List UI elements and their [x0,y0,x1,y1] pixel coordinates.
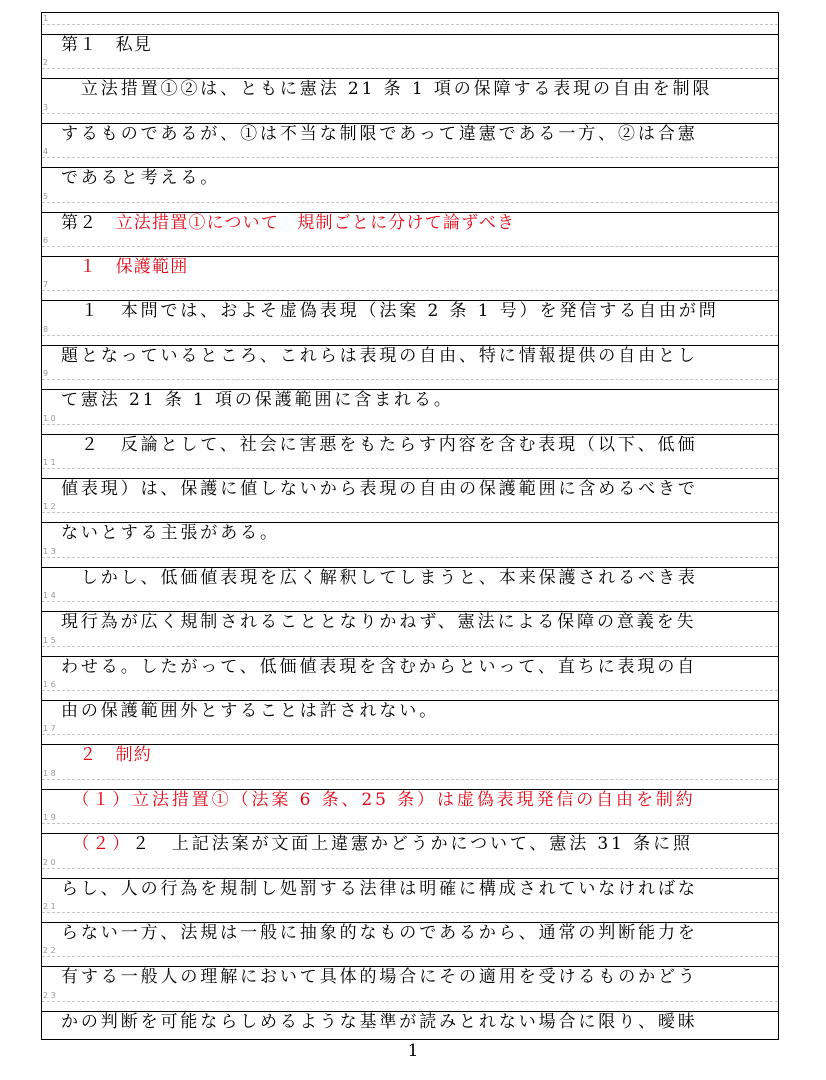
line-number: 4 [43,147,49,157]
sheet-line [42,324,778,368]
sheet-line [42,146,778,190]
guide-dashed-line [42,379,778,380]
guide-dashed-line [42,24,778,25]
red-annotation-text: （２） [61,834,133,855]
guide-dashed-line [42,157,778,158]
sheet-line [42,990,778,1034]
line-text [61,522,774,544]
line-text [61,922,774,944]
sheet-line [42,235,778,279]
guide-dashed-line [42,202,778,203]
sheet-line [42,13,778,57]
sheet-line [42,590,778,634]
sheet-line [42,368,778,412]
sheet-line [42,546,778,590]
sheet-line [42,945,778,989]
body-text: しかし、低価値表現を広く解釈してしまうと、本来保護されるべき表 [61,567,698,588]
line-text [61,345,774,367]
line-text [61,78,774,100]
body-text: 現行為が広く規制されることとなりかねず、憲法による保障の意義を失 [61,612,697,633]
sheet-line [42,501,778,545]
sheet-line [42,191,778,235]
line-text [61,567,774,589]
line-text [61,700,774,722]
body-text: かの判断を可能ならしめるような基準が読みとれない場合に限り、曖昧 [61,1011,698,1032]
line-number: 1 4 [43,591,56,601]
line-text [61,789,774,811]
line-number: 2 [43,58,49,68]
guide-dashed-line [42,823,778,824]
body-text: 有する一般人の理解において具体的場合にその適用を受けるものかどう [61,967,698,988]
line-number: 8 [43,324,49,334]
guide-dashed-line [42,113,778,114]
line-number: 1 [43,14,49,23]
guide-dashed-line [42,734,778,735]
line-text [61,34,774,56]
line-text [61,744,774,766]
line-text [61,256,774,278]
line-text [61,611,774,633]
red-annotation-text: １ 保護範囲 [61,257,189,277]
sheet-line [42,279,778,323]
body-text: わせる。したがって、低価値表現を含むからといって、直ちに表現の自 [61,656,698,677]
line-number: 1 3 [43,546,56,556]
guide-dashed-line [42,246,778,247]
line-number: 2 0 [43,857,56,867]
line-text [61,966,774,988]
line-text [61,300,774,322]
guide-dashed-line [42,468,778,469]
red-annotation-text: 立法措置①について 規制ごとに分けて論ずべき [115,212,516,233]
sheet-line [42,812,778,856]
line-number: 6 [43,236,49,245]
red-annotation-text: ２ 制約 [61,745,152,766]
line-number: 9 [43,369,49,379]
line-number: 1 7 [43,724,56,734]
answer-sheet [41,12,779,1040]
line-number: 1 8 [43,768,56,778]
sheet-line [42,723,778,767]
body-text: ２ 反論として、社会に害悪をもたらす内容を含む表現（以下、低価 [61,434,698,455]
guide-dashed-line [42,424,778,425]
line-number: 1 1 [43,458,56,467]
guide-dashed-line [42,690,778,691]
line-number: 1 2 [43,502,56,512]
sheet-line [42,457,778,501]
line-number: 7 [43,280,49,290]
sheet-line [42,679,778,723]
line-number: 1 5 [43,635,56,645]
body-text: であると考える。 [61,168,221,189]
guide-dashed-line [42,912,778,913]
line-text [61,878,774,900]
guide-dashed-line [42,646,778,647]
body-text: するものであるが、①は不当な制限であって違憲である一方、②は合憲 [61,123,698,144]
line-number: 3 [43,102,49,112]
body-text: 第２ [61,212,116,233]
guide-dashed-line [42,779,778,780]
body-text: て憲法 21 条 1 項の保護範囲に含まれる。 [61,390,454,411]
line-number: 1 0 [43,413,56,423]
line-text [61,212,774,234]
line-number: 1 9 [43,813,56,823]
body-text: ２ 上記法案が文面上違憲かどうかについて、憲法 31 条に照 [132,834,693,855]
guide-dashed-line [42,68,778,69]
sheet-line [42,768,778,812]
guide-dashed-line [42,512,778,513]
sheet-line [42,413,778,457]
line-text [61,656,774,678]
body-text: 値表現）は、保護に値しないから表現の自由の保護範囲に含めるべきで [61,479,698,499]
body-text: 第１ 私見 [61,35,152,55]
line-text [61,1011,774,1033]
sheet-line [42,857,778,901]
line-number: 5 [43,191,49,201]
line-text [61,833,774,855]
sheet-line [42,635,778,679]
sheet-line [42,57,778,101]
guide-dashed-line [42,868,778,869]
line-text [61,123,774,145]
guide-dashed-line [42,335,778,336]
body-text: らし、人の行為を規制し処罰する法律は明確に構成されていなければな [61,878,698,899]
line-number: 2 2 [43,946,56,956]
line-text [61,167,774,189]
body-text: １ 本問では、およそ虚偽表現（法案 2 条 1 号）を発信する自由が問 [61,301,719,322]
body-text: ないとする主張がある。 [61,523,280,544]
guide-dashed-line [42,1001,778,1002]
red-annotation-text: （１）立法措置①（法案 6 条、25 条）は虚偽表現発信の自由を制約 [61,789,696,810]
guide-dashed-line [42,290,778,291]
line-text [61,478,774,500]
line-number: 2 3 [43,990,56,1000]
line-text [61,389,774,411]
line-number: 2 1 [43,902,56,911]
guide-dashed-line [42,601,778,602]
sheet-line [42,102,778,146]
line-text [61,434,774,456]
page-number: 1 [407,1041,419,1061]
body-text: 題となっているところ、これらは表現の自由、特に情報提供の自由とし [61,345,698,366]
body-text: らない一方、法規は一般に抽象的なものであるから、通常の判断能力を [61,923,698,943]
sheet-line [42,901,778,945]
guide-dashed-line [42,557,778,558]
body-text: 立法措置①②は、ともに憲法 21 条 1 項の保障する表現の自由を制限 [61,79,713,100]
guide-dashed-line [42,956,778,957]
body-text: 由の保護範囲外とすることは許されない。 [61,701,440,721]
line-number: 1 6 [43,680,56,689]
